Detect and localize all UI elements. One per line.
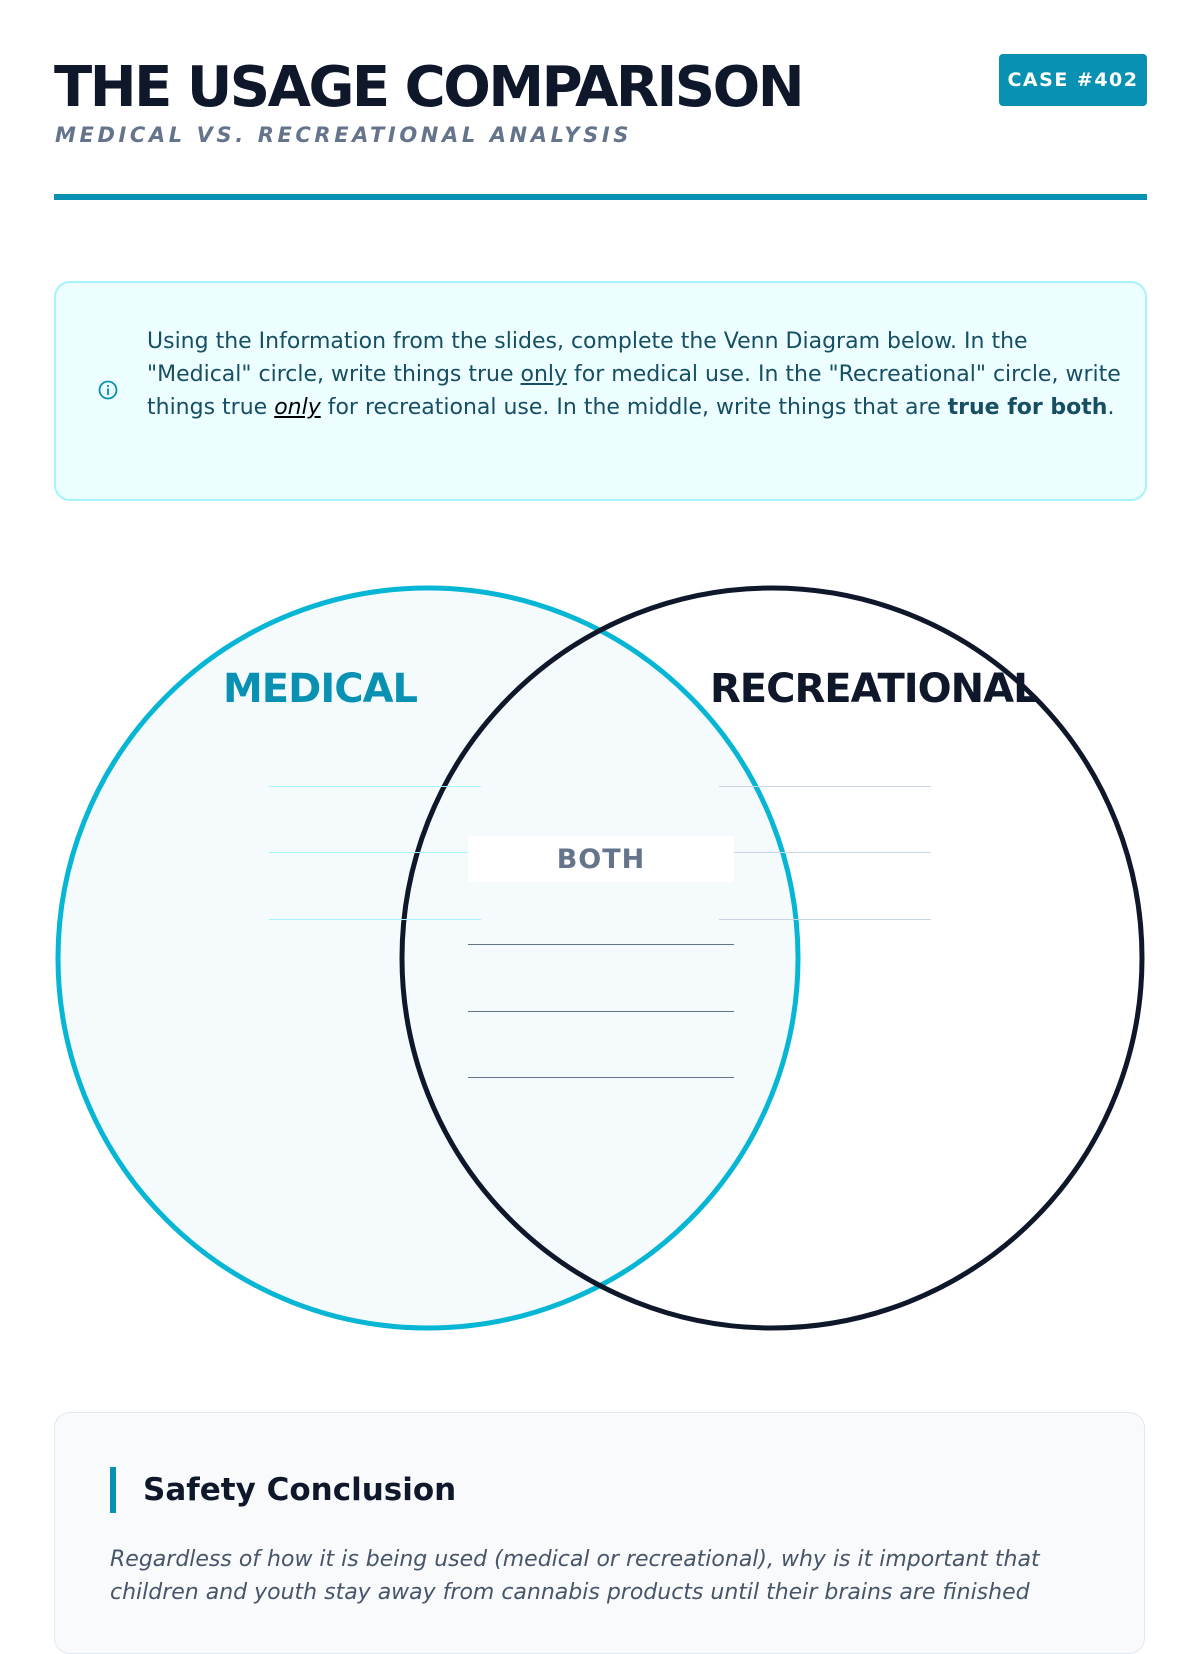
instructions-box [54,281,1147,501]
medical-circle [58,588,798,1328]
safety-conclusion-card [54,1412,1145,1654]
page-subtitle: MEDICAL VS. RECREATIONAL ANALYSIS [55,123,632,147]
recreational-write-line[interactable] [719,919,931,920]
instructions-text [147,325,1127,424]
true-for-both-emphasis: true for both [947,395,1108,420]
recreational-write-line[interactable] [719,852,931,853]
only-recreational-emphasis: only [274,395,321,420]
recreational-write-line[interactable] [719,786,931,787]
conclusion-title: Safety Conclusion [143,1472,457,1508]
conclusion-accent-bar [110,1467,116,1513]
case-badge: CASE #402 [999,54,1147,106]
only-medical-emphasis: only [520,362,568,387]
conclusion-question: Regardless of how it is being used (medical or recreational), why is it important that children and youth stay away from cannabis products until their brains are finished [110,1547,1040,1605]
worksheet-page [54,0,1147,1605]
info-icon [98,380,118,400]
medical-write-line[interactable] [269,852,481,853]
both-label-box [468,836,734,882]
both-write-line[interactable] [468,944,734,945]
both-write-line[interactable] [468,1077,734,1078]
medical-write-line[interactable] [269,786,481,787]
instructions-text-part: Using the Information from the slides, complete the Venn Diagram below. In the "Medical" circle, write things true [147,329,1028,387]
instructions-text-part: for medical use. In the "Recreational" circle, write things true [147,362,1121,420]
both-label: BOTH [556,843,646,875]
instructions-text-part: . [1107,395,1115,420]
header-divider [54,194,1147,200]
recreational-label: RECREATIONAL [710,666,1038,712]
instructions-text-part: for recreational use. In the middle, write things that are [320,395,948,420]
medical-write-line[interactable] [269,919,481,920]
page-title: THE USAGE COMPARISON [54,55,803,120]
both-write-line[interactable] [468,1011,734,1012]
medical-label: MEDICAL [223,666,418,712]
